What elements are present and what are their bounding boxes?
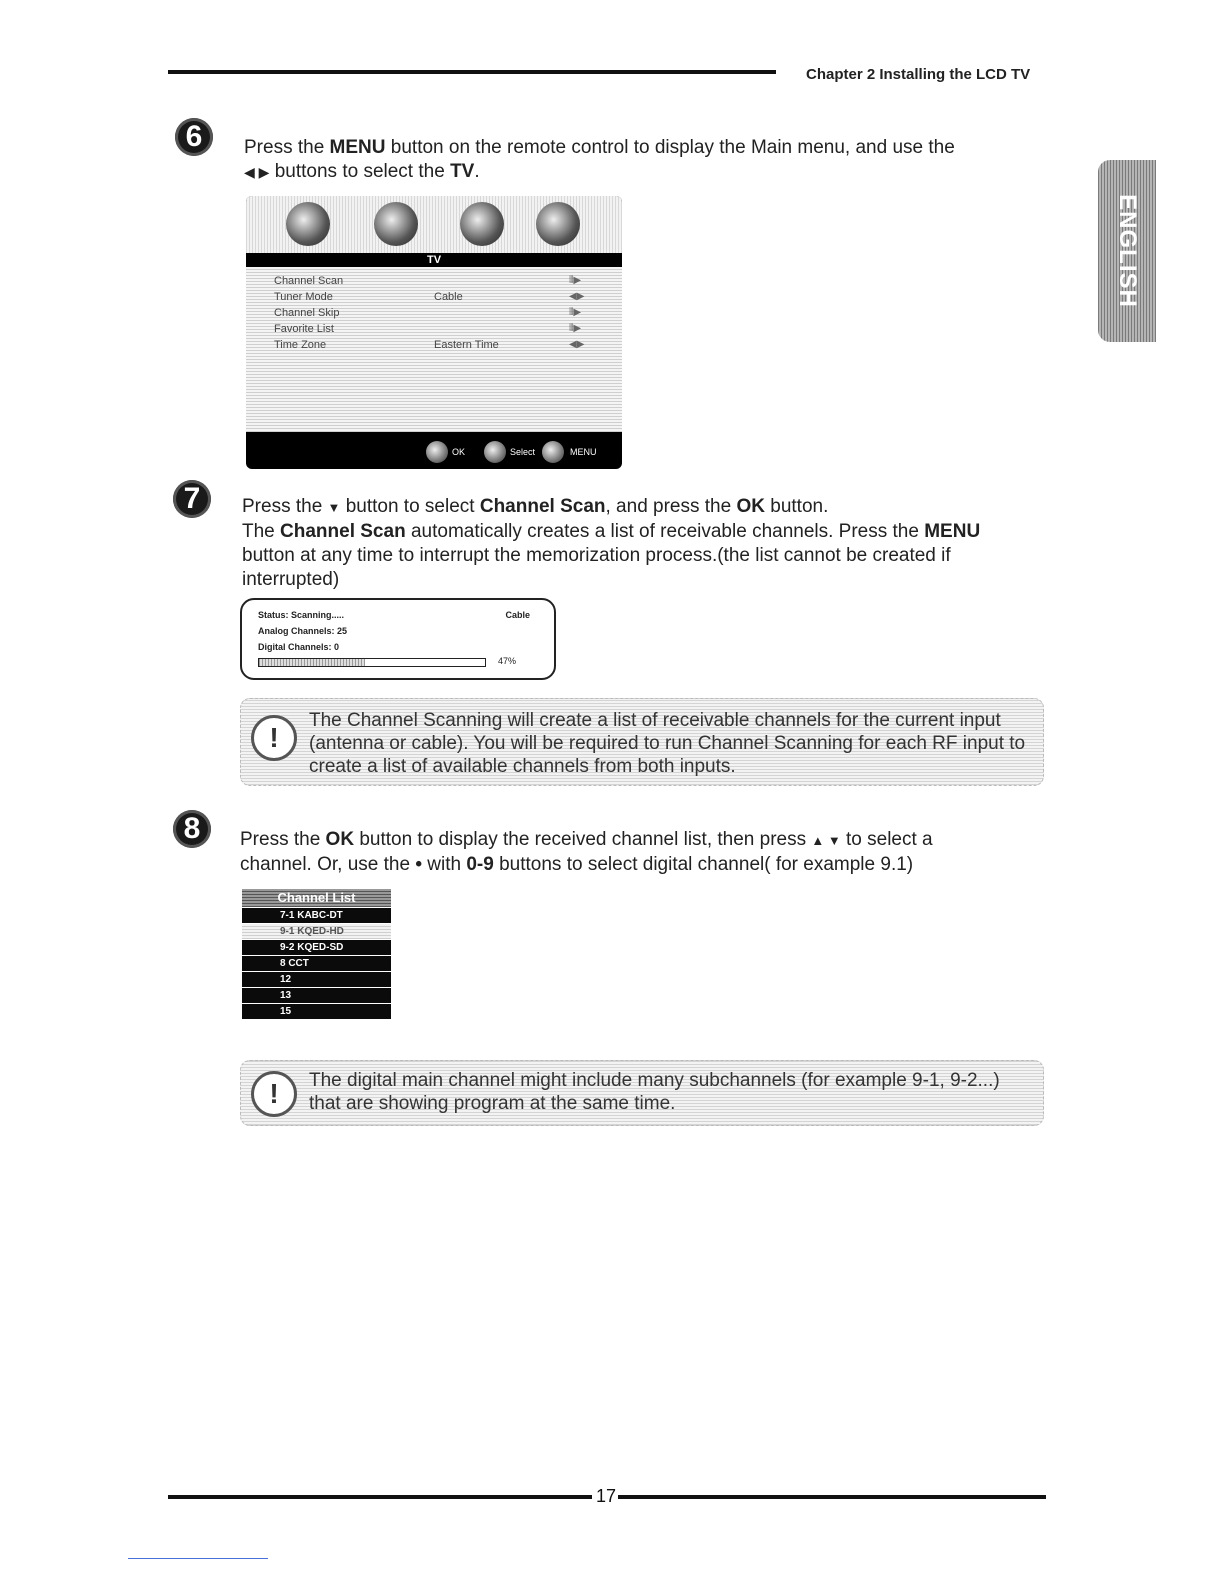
tv-menu-title: TV xyxy=(426,254,442,266)
channel-list-title: Channel List xyxy=(242,889,391,907)
scan-status-text: Status: Scanning..... xyxy=(258,610,345,620)
digital-channels-text: Digital Channels: 0 xyxy=(258,642,340,652)
chapter-title: Chapter 2 Installing the LCD TV xyxy=(806,66,1031,83)
note-box-1 xyxy=(240,698,1044,786)
tv-menu-row: Tuner Mode Cable ◀▶ xyxy=(274,291,585,303)
audio-icon xyxy=(374,202,418,246)
language-side-tab xyxy=(1098,160,1156,342)
tv-menu-row: Time Zone Eastern Time ◀▶ xyxy=(274,339,585,351)
select-label: Select xyxy=(510,447,536,457)
header-rule xyxy=(168,70,776,74)
picture-icon xyxy=(286,202,330,246)
ok-label: OK xyxy=(452,447,466,457)
menu-label: MENU xyxy=(570,447,597,457)
tv-menu-screenshot xyxy=(246,196,622,469)
tv-menu-icon-bar xyxy=(246,196,622,253)
tv-menu-row: Channel Skip ⦀▶ xyxy=(274,307,582,319)
scan-mode-text: Cable xyxy=(505,610,530,620)
tv-menu-footer xyxy=(246,432,622,469)
step-8-badge: 8 xyxy=(173,810,211,848)
scan-progress-fill xyxy=(259,659,365,666)
scan-progress-label: 47% xyxy=(498,656,517,666)
footer-link-underline xyxy=(128,1558,268,1559)
language-label: ENGLISH xyxy=(1114,194,1141,308)
note-2-text: The digital main channel might include many subchannels (for example 9-1, 9-2...) that are showing program at the same time. xyxy=(309,1070,1000,1114)
channel-list-item: 7-1 KABC-DT xyxy=(242,908,391,923)
select-button-icon xyxy=(484,441,506,463)
warning-icon: ! xyxy=(251,715,297,761)
setup-icon xyxy=(536,202,580,246)
footer-rule-left xyxy=(168,1495,592,1499)
scan-progress-bar xyxy=(258,658,486,667)
step-8-text: Press the OK button to display the received channel list, then press ▲ ▼ to select a channel. Or, use the • with 0-9 buttons to select digital channel( for example 9.1) xyxy=(240,829,933,875)
tv-menu-row: Favorite List ⦀▶ xyxy=(274,323,582,335)
step-6-badge: 6 xyxy=(175,118,213,156)
step-7-text: Press the ▼ button to select Channel Scan, and press the OK button. The Channel Scan automatically creates a list of receivable channels. Press the MENU button at any time to interrupt the memorization process.(the list cannot be created if interrupted) xyxy=(242,496,981,590)
note-1-text: The Channel Scanning will create a list of receivable channels for the current input (antenna or cable). You will be required to run Channel Scanning for each RF input to create a list of available channels from both inputs. xyxy=(309,710,1026,777)
step-6-text: Press the MENU button on the remote control to display the Main menu, and use the ◀ ▶ buttons to select the TV. xyxy=(244,137,955,182)
ok-button-icon xyxy=(426,441,448,463)
tv-menu-body xyxy=(246,267,622,432)
note-box-2 xyxy=(240,1060,1044,1126)
channel-list-screenshot xyxy=(242,889,391,1019)
analog-channels-text: Analog Channels: 25 xyxy=(258,626,348,636)
channel-list-item: 15 xyxy=(242,1004,391,1019)
channel-list-item: 8 CCT xyxy=(242,956,391,971)
channel-list-item: 12 xyxy=(242,972,391,987)
channel-list-item-selected: 9-1 KQED-HD xyxy=(242,924,391,939)
footer-rule-right xyxy=(618,1495,1046,1499)
menu-button-icon xyxy=(542,441,564,463)
channel-list-item: 13 xyxy=(242,988,391,1003)
tv-icon xyxy=(460,202,504,246)
step-7-badge: 7 xyxy=(173,480,211,518)
page-number: 17 xyxy=(596,1486,617,1506)
tv-menu-row: Channel Scan ⦀▶ xyxy=(274,275,582,287)
channel-list-item: 9-2 KQED-SD xyxy=(242,940,391,955)
warning-icon: ! xyxy=(251,1071,297,1117)
scan-status-box xyxy=(240,598,556,680)
